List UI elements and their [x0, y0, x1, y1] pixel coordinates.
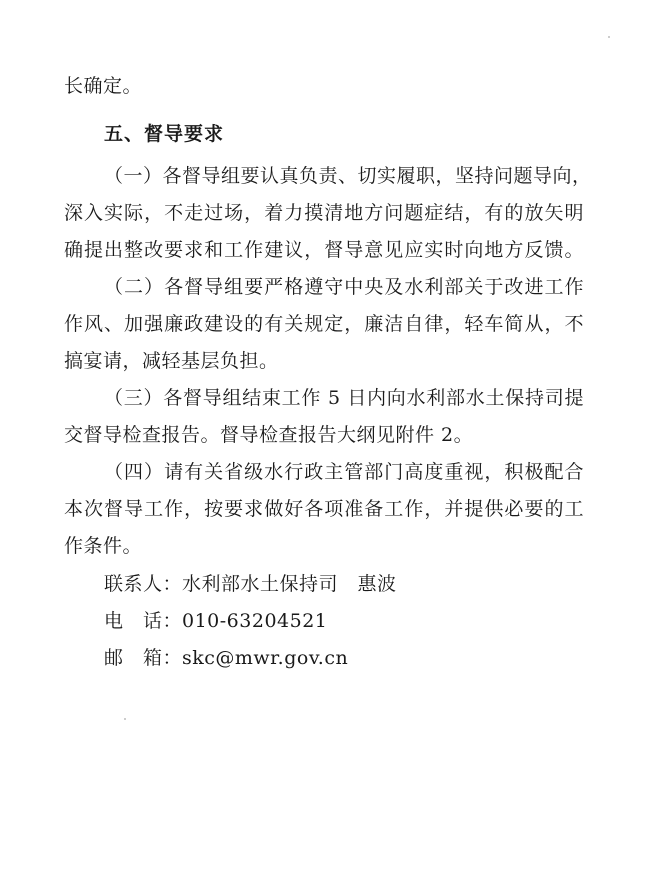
contact-phone: 电 话：010-63204521 [104, 610, 328, 632]
paragraph-2-line-2: 作风、加强廉政建设的有关规定，廉洁自律，轻车简从，不 [64, 313, 584, 335]
continuation-line: 长确定。 [64, 75, 143, 97]
paragraph-3-line-1: （三）各督导组结束工作 5 日内向水利部水土保持司提 [104, 387, 584, 409]
paragraph-2-line-1: （二）各督导组要严格遵守中央及水利部关于改进工作 [104, 276, 584, 298]
paragraph-4-line-2: 本次督导工作，按要求做好各项准备工作，并提供必要的工 [64, 498, 584, 520]
contact-person: 联系人：水利部水土保持司 惠波 [104, 573, 397, 595]
scan-speck [608, 36, 610, 38]
paragraph-1-line-1: （一）各督导组要认真负责、切实履职，坚持问题导向， [104, 165, 592, 187]
paragraph-1-line-2: 深入实际，不走过场，着力摸清地方问题症结，有的放矢明 [64, 202, 584, 224]
scan-speck [124, 718, 126, 720]
paragraph-4-line-3: 作条件。 [64, 535, 143, 557]
section-heading: 五、督导要求 [104, 123, 225, 145]
paragraph-4-line-1: （四）请有关省级水行政主管部门高度重视，积极配合 [104, 461, 584, 483]
paragraph-2-line-3: 搞宴请，减轻基层负担。 [64, 350, 279, 372]
paragraph-3-line-2: 交督导检查报告。督导检查报告大纲见附件 2。 [64, 424, 474, 446]
paragraph-1-line-3: 确提出整改要求和工作建议，督导意见应实时向地方反馈。 [64, 239, 584, 261]
contact-email: 邮 箱：skc@mwr.gov.cn [104, 647, 349, 669]
